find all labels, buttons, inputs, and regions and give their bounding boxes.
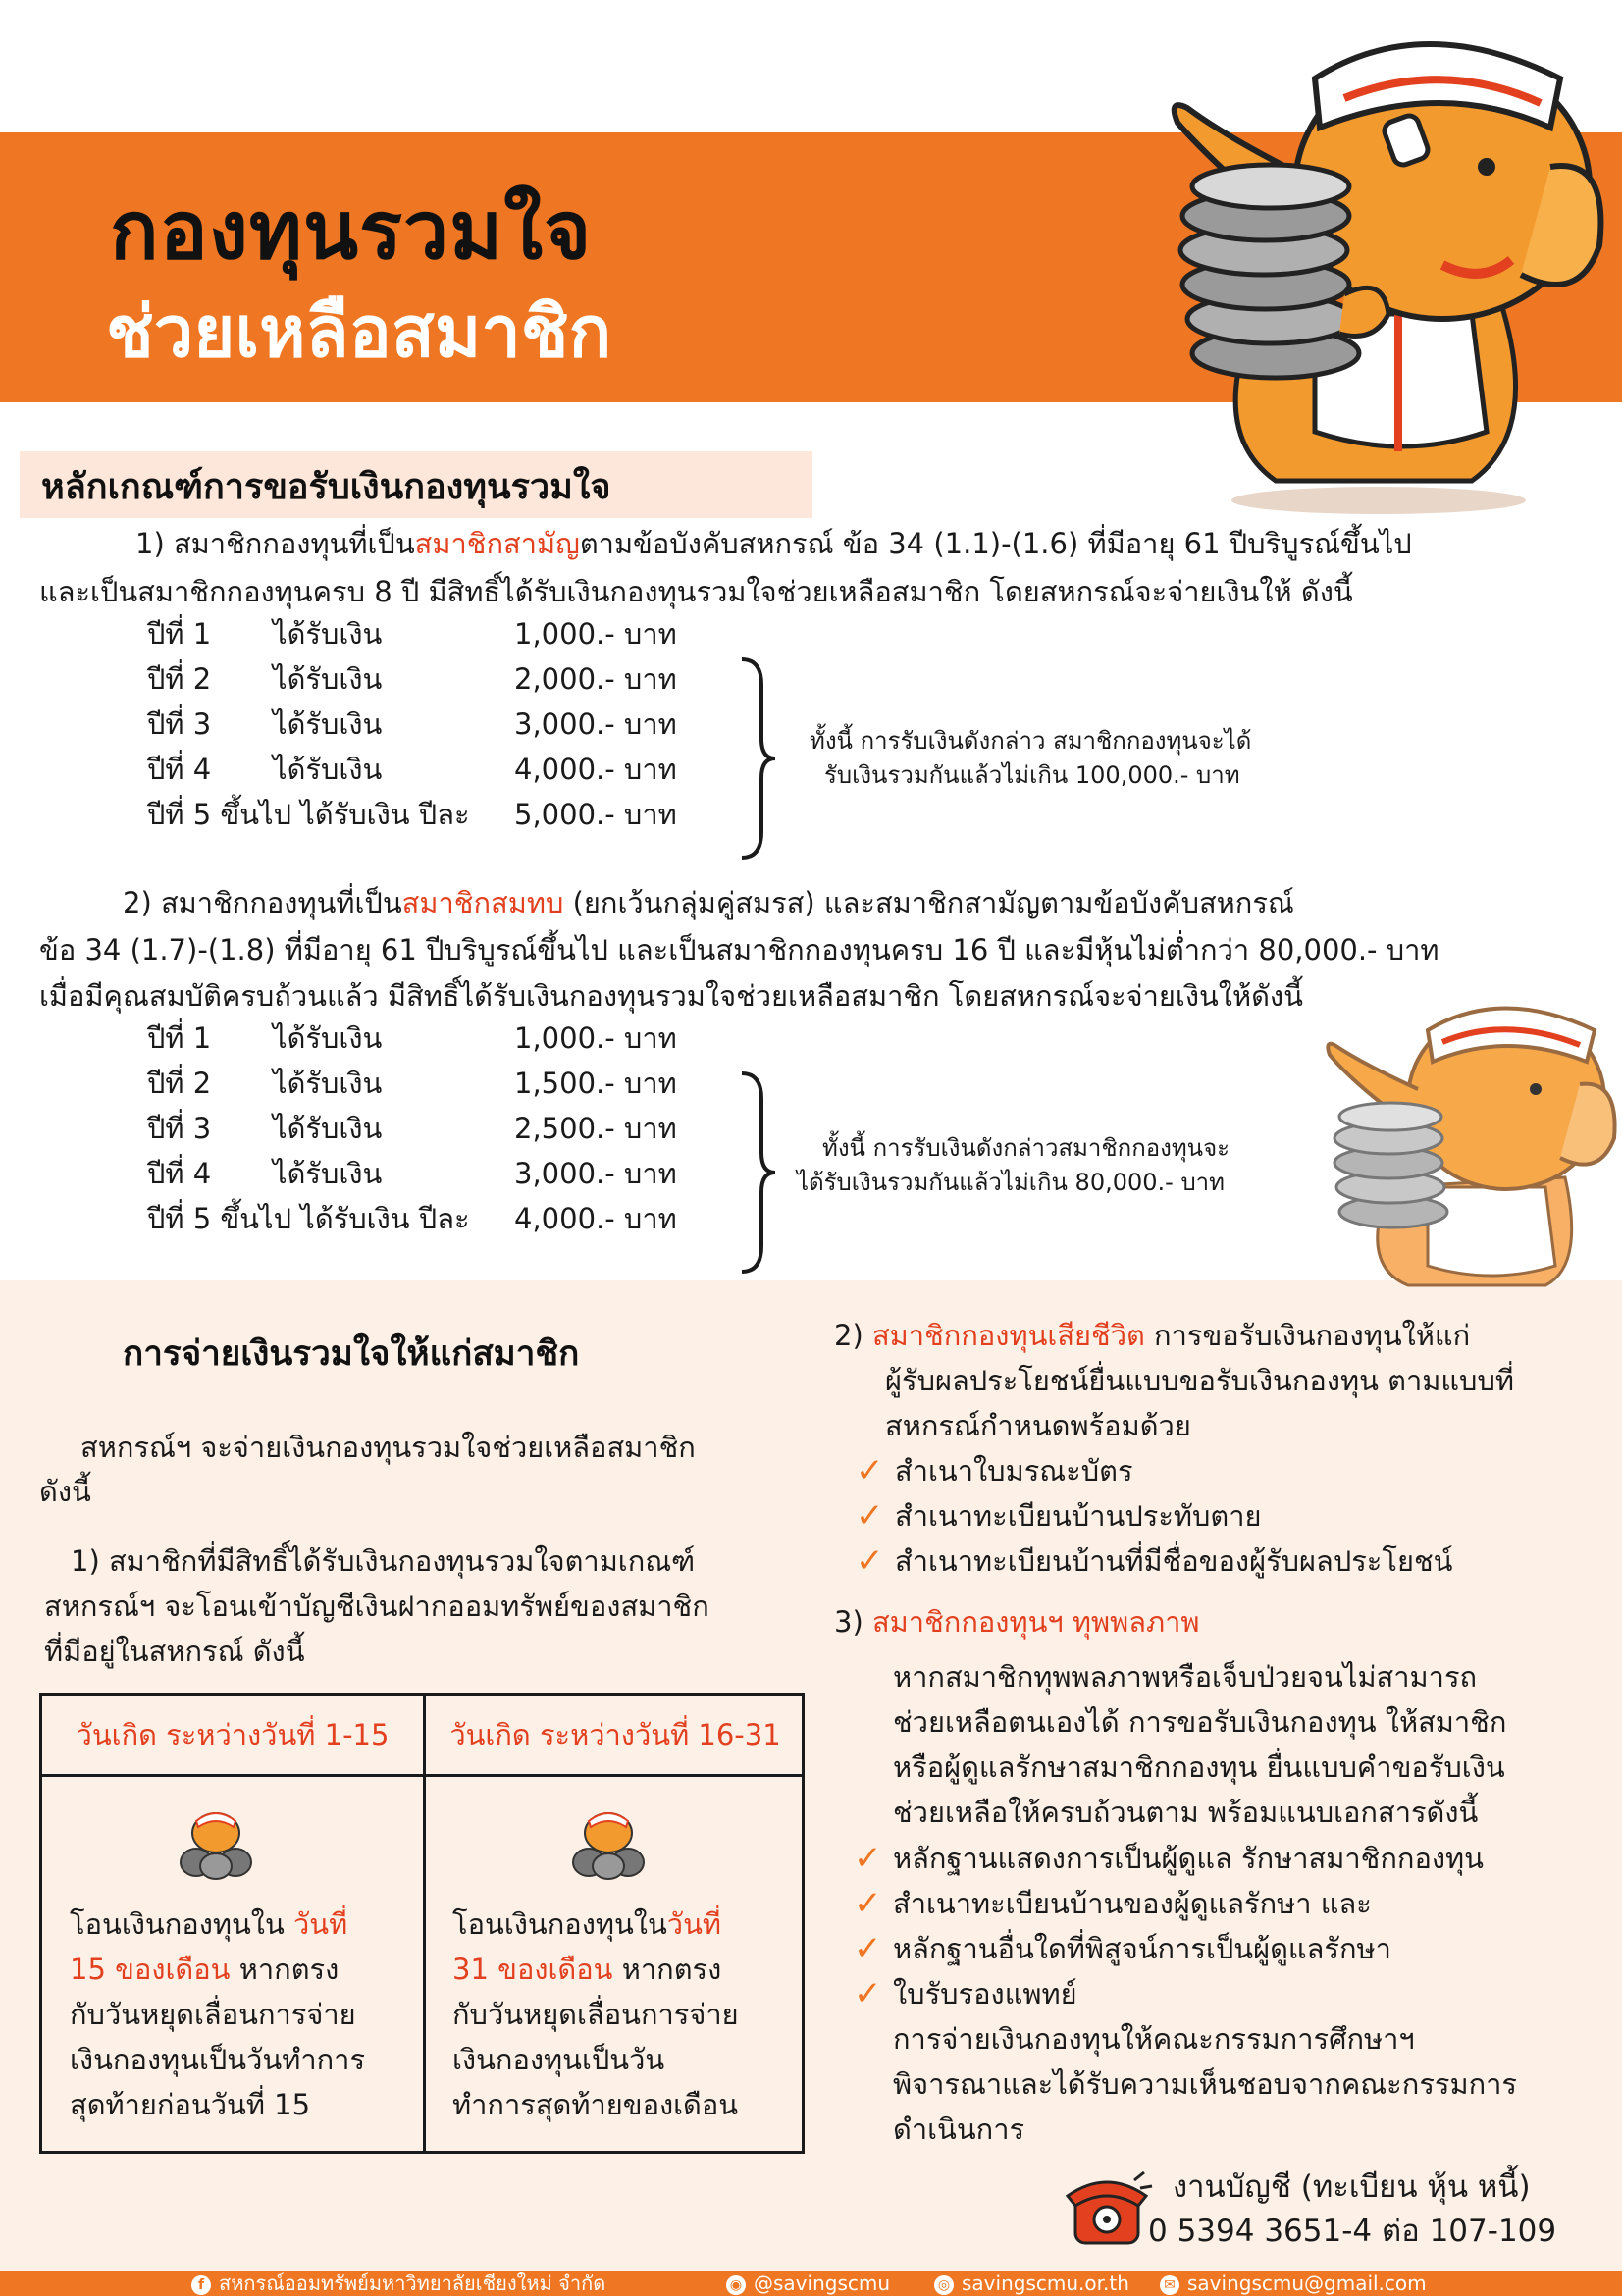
cell-text: หากตรง <box>230 1953 340 1986</box>
highlight-deceased-member: สมาชิกกองทุนเสียชีวิต <box>871 1319 1145 1352</box>
table-cell-line <box>70 1992 365 2037</box>
criteria-item2-note-line1: ทั้งนี้ การรับเงินดังกล่าวสมาชิกกองทุนจะ <box>822 1134 1230 1162</box>
table-cell-line <box>452 2037 739 2082</box>
checklist-item: สำเนาทะเบียนบ้านที่มีชื่อของผู้รับผลประโยชน์ <box>895 1544 1453 1578</box>
table-cell-line <box>452 1902 739 1947</box>
payment-item3-closing: ดำเนินการ <box>893 2113 1025 2146</box>
payout-label: ได้รับเงิน <box>273 1157 383 1190</box>
cell-text: โอนเงินกองทุนใน <box>452 1907 667 1941</box>
criteria-item2-line3: เมื่อมีคุณสมบัติครบถ้วนแล้ว มีสิทธิ์ได้รับเงินกองทุนรวมใจช่วยเหลือสมาชิก โดยสหกรณ์จะจ่ายเงินให้ดังนี้ <box>39 979 1303 1013</box>
table-header-day-1-15: วันเกิด ระหว่างวันที่ 1-15 <box>76 1718 390 1751</box>
payout-year: ปีที่ 1 <box>147 1021 212 1055</box>
globe-icon: ◎ <box>934 2275 954 2295</box>
email-icon: ✉ <box>1160 2275 1179 2295</box>
payout-amount: 4,000.- บาท <box>514 753 677 786</box>
payout-amount: 1,000.- บาท <box>514 1021 677 1055</box>
payout-year: ปีที่ 5 ขึ้นไป ได้รับเงิน ปีละ <box>147 1202 470 1235</box>
footer-email[interactable]: ✉ savingscmu@gmail.com <box>1160 2271 1427 2296</box>
payout-amount: 1,500.- บาท <box>514 1067 677 1100</box>
checkmark-icon: ✓ <box>854 1884 882 1923</box>
coin-mascot-icon <box>567 1801 650 1880</box>
payout-year: ปีที่ 2 <box>147 662 212 696</box>
payout-year: ปีที่ 2 <box>147 1067 212 1100</box>
payment-intro-line1: สหกรณ์ฯ จะจ่ายเงินกองทุนรวมใจช่วยเหลือสมาชิก <box>80 1431 696 1464</box>
criteria-item1-line1: 1) สมาชิกกองทุนที่เป็นสมาชิกสามัญตามข้อบังคับสหกรณ์ ข้อ 34 (1.1)-(1.6) ที่มีอายุ 61 ปีบริบูรณ์ขึ้นไป <box>135 527 1412 560</box>
telephone-icon <box>1058 2159 1156 2257</box>
cell-text: กับวันหยุดเลื่อนการจ่าย <box>70 1998 356 2031</box>
payout-label: ได้รับเงิน <box>273 1112 383 1145</box>
payment-intro-line2: ดังนี้ <box>39 1475 91 1508</box>
highlight-disabled-member: สมาชิกกองทุนฯ ทุพพลภาพ <box>871 1605 1200 1639</box>
payout-amount: 1,000.- บาท <box>514 617 677 651</box>
highlight-regular-member: สมาชิกสามัญ <box>414 527 580 560</box>
checklist-item: สำเนาทะเบียนบ้านของผู้ดูแลรักษา และ <box>893 1887 1372 1920</box>
payment-item3-text: หากสมาชิกทุพพลภาพหรือเจ็บป่วยจนไม่สามารถ <box>893 1660 1478 1694</box>
table-cell-line <box>70 2082 365 2127</box>
table-header-day-16-31: วันเกิด ระหว่างวันที่ 16-31 <box>449 1718 781 1751</box>
payment-schedule-table <box>39 1693 805 2154</box>
table-cell-line <box>452 2082 739 2127</box>
elephant-mascot-illustration <box>1148 20 1609 520</box>
criteria-item2-line2: ข้อ 34 (1.7)-(1.8) ที่มีอายุ 61 ปีบริบูรณ์ขึ้นไป และเป็นสมาชิกกองทุนครบ 16 ปี และมีหุ้นไม่ต่ำกว่า 80,000.- บาท <box>39 933 1439 966</box>
payout-label: ได้รับเงิน <box>273 1021 383 1055</box>
payout-amount: 2,500.- บาท <box>514 1112 677 1145</box>
payout-amount: 3,000.- บาท <box>514 1157 677 1190</box>
cell-text: หากตรง <box>612 1953 722 1986</box>
criteria-item2-note-line2: ได้รับเงินรวมกันแล้วไม่เกิน 80,000.- บาท <box>797 1169 1225 1196</box>
checkmark-icon: ✓ <box>854 1839 882 1878</box>
payment-item2-line2: ผู้รับผลประโยชน์ยื่นแบบขอรับเงินกองทุน ตามแบบที่ <box>885 1364 1514 1397</box>
cell-highlight: 15 ของเดือน <box>70 1953 231 1986</box>
table-cell-day-16-31 <box>452 1902 739 2127</box>
payment-item3-line1: 3) สมาชิกกองทุนฯ ทุพพลภาพ <box>834 1605 1200 1639</box>
payment-item1-line3: ที่มีอยู่ในสหกรณ์ ดังนี้ <box>44 1635 305 1668</box>
payout-year: ปีที่ 4 <box>147 753 212 786</box>
contact-phone: 0 5394 3651-4 ต่อ 107-109 <box>1148 2214 1557 2249</box>
checklist-item: หลักฐานอื่นใดที่พิสูจน์การเป็นผู้ดูแลรักษา <box>893 1932 1391 1965</box>
footer-website[interactable]: ◎ savingscmu.or.th <box>934 2271 1129 2296</box>
page-subtitle: ช่วยเหลือสมาชิก <box>106 290 612 373</box>
payout-year: ปีที่ 4 <box>147 1157 212 1190</box>
table-cell-line <box>70 1902 365 1947</box>
payment-item1-line1: 1) สมาชิกที่มีสิทธิ์ได้รับเงินกองทุนรวมใจตามเกณฑ์ <box>71 1544 696 1578</box>
payout-year: ปีที่ 5 ขึ้นไป ได้รับเงิน ปีละ <box>147 798 470 831</box>
table-cell-day-1-15 <box>70 1902 365 2127</box>
payment-item2-line3: สหกรณ์กำหนดพร้อมด้วย <box>885 1409 1191 1442</box>
payout-amount: 3,000.- บาท <box>514 707 677 741</box>
checklist-item: สำเนาทะเบียนบ้านประทับตาย <box>895 1499 1262 1533</box>
criteria-item1-note-line1: ทั้งนี้ การรับเงินดังกล่าว สมาชิกกองทุนจะได้ <box>810 727 1252 755</box>
checkmark-icon: ✓ <box>856 1541 884 1581</box>
table-divider <box>42 1774 802 1777</box>
footer-facebook[interactable]: f สหกรณ์ออมทรัพย์มหาวิทยาลัยเชียงใหม่ จำกัด <box>191 2271 605 2296</box>
cell-text: ทำการสุดท้ายของเดือน <box>452 2088 739 2121</box>
footer-line[interactable]: ◉ @savingscmu <box>726 2271 890 2296</box>
line-chat-icon: ◉ <box>726 2275 746 2295</box>
payment-item3-closing: พิจารณาและได้รับความเห็นชอบจากคณะกรรมการ <box>893 2067 1518 2101</box>
cell-text: สุดท้ายก่อนวันที่ 15 <box>70 2088 311 2121</box>
payout-label: ได้รับเงิน <box>273 753 383 786</box>
payout-amount: 4,000.- บาท <box>514 1202 677 1235</box>
payout-label: ได้รับเงิน <box>273 617 383 651</box>
payment-item2-line1: 2) สมาชิกกองทุนเสียชีวิต การขอรับเงินกองทุนให้แก่ <box>834 1319 1471 1352</box>
contact-department: งานบัญชี (ทะเบียน หุ้น หนี้) <box>1173 2169 1531 2205</box>
payment-item3-text: ช่วยเหลือตนเองได้ การขอรับเงินกองทุน ให้สมาชิก <box>893 1705 1507 1739</box>
payment-item3-text: ช่วยเหลือให้ครบถ้วนตาม พร้อมแนบเอกสารดังนี้ <box>893 1796 1479 1829</box>
payment-item3-text: หรือผู้ดูแลรักษาสมาชิกกองทุน ยื่นแบบคำขอรับเงิน <box>893 1750 1505 1784</box>
criteria-item1-line2: และเป็นสมาชิกกองทุนครบ 8 ปี มีสิทธิ์ได้รับเงินกองทุนรวมใจช่วยเหลือสมาชิก โดยสหกรณ์จะจ่ายเงินให้ ดังนี้ <box>39 575 1353 608</box>
criteria-title: หลักเกณฑ์การขอรับเงินกองทุนรวมใจ <box>41 467 611 507</box>
elephant-mascot-illustration <box>1320 991 1619 1295</box>
cell-highlight: วันที่ <box>293 1907 348 1941</box>
checklist-item: หลักฐานแสดงการเป็นผู้ดูแล รักษาสมาชิกกองทุน <box>893 1842 1484 1875</box>
payout-amount: 2,000.- บาท <box>514 662 677 696</box>
cell-text: โอนเงินกองทุนใน <box>70 1907 293 1941</box>
payment-title: การจ่ายเงินรวมใจให้แก่สมาชิก <box>123 1334 580 1374</box>
cell-text: กับวันหยุดเลื่อนการจ่าย <box>452 1998 739 2031</box>
table-cell-line <box>452 1992 739 2037</box>
checkmark-icon: ✓ <box>856 1451 884 1490</box>
table-cell-line <box>452 1947 739 1992</box>
page-title: กองทุนรวมใจ <box>110 184 593 278</box>
payout-year: ปีที่ 3 <box>147 1112 212 1145</box>
brace-icon <box>738 655 777 861</box>
checklist-item: สำเนาใบมรณะบัตร <box>895 1454 1133 1487</box>
payment-item3-closing: การจ่ายเงินกองทุนให้คณะกรรมการศึกษาฯ <box>893 2022 1415 2056</box>
criteria-item2-line1: 2) สมาชิกกองทุนที่เป็นสมาชิกสมทบ (ยกเว้นกลุ่มคู่สมรส) และสมาชิกสามัญตามข้อบังคับสหกรณ์ <box>123 886 1294 919</box>
checklist-item: ใบรับรองแพทย์ <box>893 1977 1077 2010</box>
facebook-icon: f <box>191 2275 211 2295</box>
table-cell-line <box>70 1947 365 1992</box>
coin-mascot-icon <box>175 1801 257 1880</box>
checkmark-icon: ✓ <box>856 1496 884 1536</box>
payout-label: ได้รับเงิน <box>273 662 383 696</box>
highlight-associate-member: สมาชิกสมทบ <box>401 886 564 919</box>
payout-amount: 5,000.- บาท <box>514 798 677 831</box>
table-cell-line <box>70 2037 365 2082</box>
payment-item1-line2: สหกรณ์ฯ จะโอนเข้าบัญชีเงินฝากออมทรัพย์ของสมาชิก <box>44 1590 709 1623</box>
cell-highlight: 31 ของเดือน <box>452 1953 613 1986</box>
brace-icon <box>738 1070 777 1276</box>
criteria-item1-note-line2: รับเงินรวมกันแล้วไม่เกิน 100,000.- บาท <box>824 761 1240 789</box>
payout-year: ปีที่ 3 <box>147 707 212 741</box>
cell-highlight: วันที่ <box>666 1907 722 1941</box>
cell-text: เงินกองทุนเป็นวัน <box>452 2043 665 2076</box>
payout-year: ปีที่ 1 <box>147 617 212 651</box>
payout-label: ได้รับเงิน <box>273 707 383 741</box>
cell-text: เงินกองทุนเป็นวันทำการ <box>70 2043 366 2076</box>
payout-label: ได้รับเงิน <box>273 1067 383 1100</box>
checkmark-icon: ✓ <box>854 1974 882 2013</box>
footer-bar <box>0 2271 1622 2296</box>
checkmark-icon: ✓ <box>854 1929 882 1968</box>
